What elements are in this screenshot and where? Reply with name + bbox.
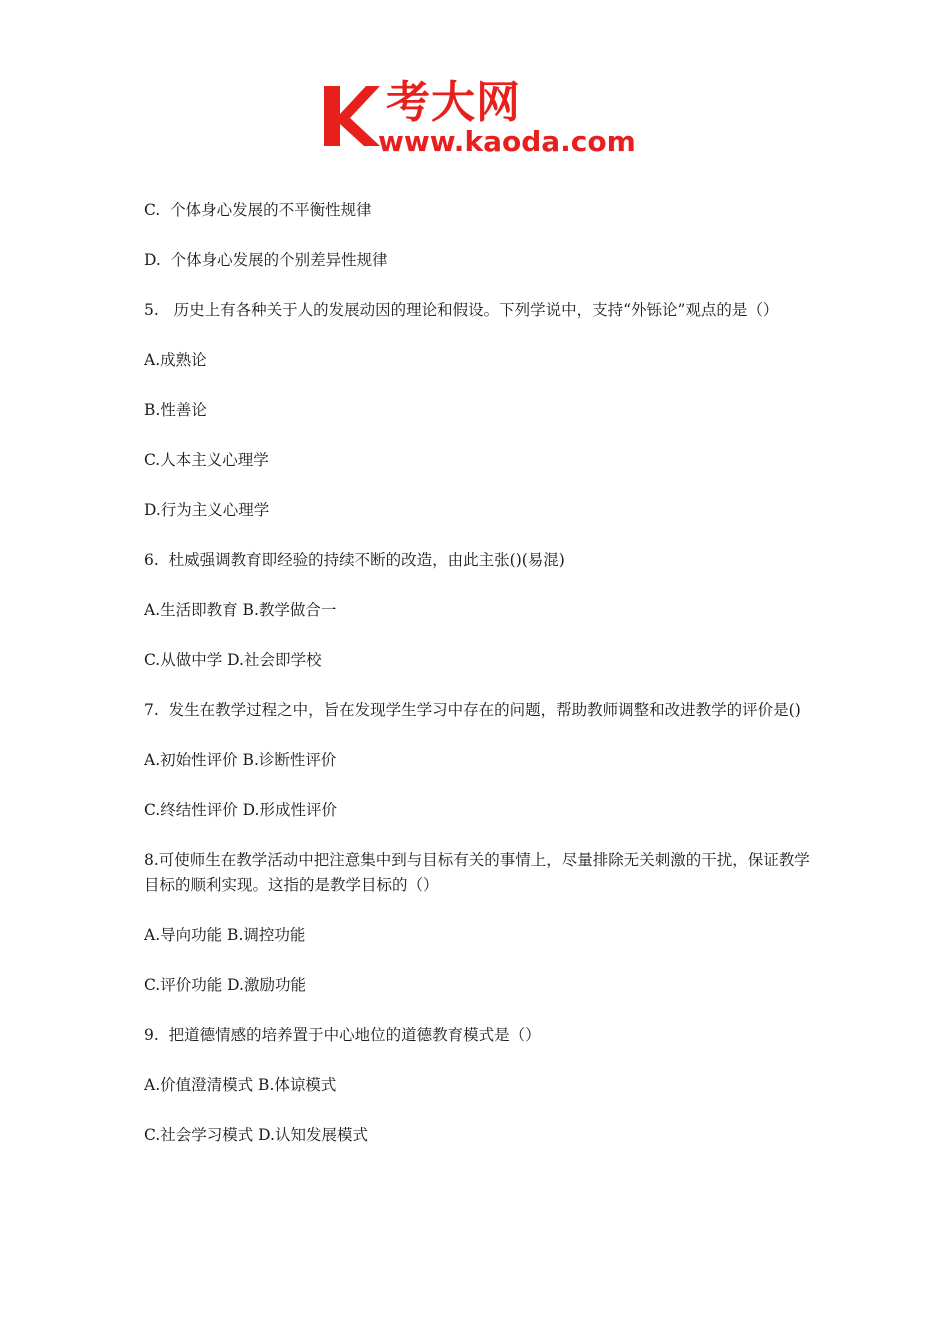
option-line: A.初始性评价 B.诊断性评价: [144, 751, 337, 769]
question-9: 9. 把道德情感的培养置于中心地位的道德教育模式是（）: [144, 1026, 541, 1044]
question-5: 5. 历史上有各种关于人的发展动因的理论和假设。下列学说中，支持“外铄论”观点的是（）: [144, 301, 779, 319]
option-line: B.性善论: [144, 401, 207, 419]
kaoda-logo: [320, 78, 640, 160]
question-6: 6. 杜威强调教育即经验的持续不断的改造，由此主张()(易混): [144, 551, 565, 569]
document-body: [144, 198, 810, 1173]
logo-title: 考大网: [386, 77, 521, 128]
option-line: A.价值澄清模式 B.体谅模式: [144, 1076, 337, 1094]
option-line: A.生活即教育 B.教学做合一: [144, 601, 337, 619]
option-line: A.成熟论: [144, 351, 207, 369]
option-line: D. 个体身心发展的个别差异性规律: [144, 251, 388, 269]
option-line: C.评价功能 D.激励功能: [144, 976, 306, 994]
question-7: 7. 发生在教学过程之中，旨在发现学生学习中存在的问题，帮助教师调整和改进教学的评价是(): [144, 701, 801, 719]
option-line: C.终结性评价 D.形成性评价: [144, 801, 337, 819]
option-line: C. 个体身心发展的不平衡性规律: [144, 201, 372, 219]
k-logo-icon: [320, 84, 380, 148]
option-line: A.导向功能 B.调控功能: [144, 926, 306, 944]
option-line: D.行为主义心理学: [144, 501, 270, 519]
option-line: C.从做中学 D.社会即学校: [144, 651, 322, 669]
question-8: 8.可使师生在教学活动中把注意集中到与目标有关的事情上，尽量排除无关刺激的干扰，保证教学目标的顺利实现。这指的是教学目标的（）: [144, 851, 810, 894]
option-line: C.社会学习模式 D.认知发展模式: [144, 1126, 368, 1144]
option-line: C.人本主义心理学: [144, 451, 269, 469]
logo-url: www.kaoda.com: [378, 125, 636, 158]
